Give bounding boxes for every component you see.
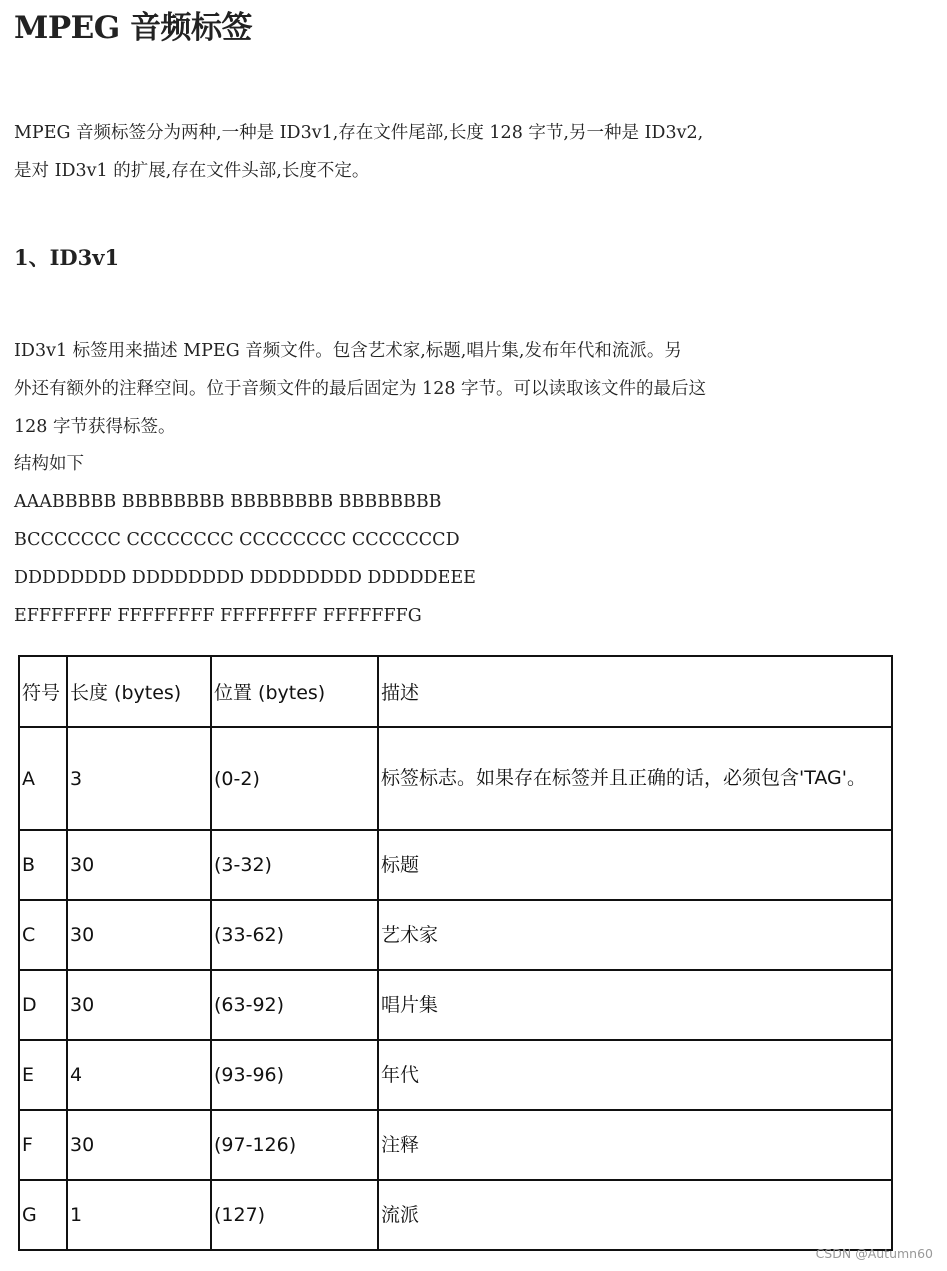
cell-symbol: C — [19, 900, 67, 970]
header-symbol: 符号 — [19, 656, 67, 727]
structure-line: EFFFFFFF FFFFFFFF FFFFFFFF FFFFFFFG — [14, 606, 422, 626]
cell-length: 30 — [67, 900, 211, 970]
cell-position: (3-32) — [211, 830, 378, 900]
cell-description: 艺术家 — [378, 900, 892, 970]
structure-line: DDDDDDDD DDDDDDDD DDDDDDDD DDDDDEEE — [14, 568, 476, 588]
cell-length: 30 — [67, 1110, 211, 1180]
cell-position: (0-2) — [211, 727, 378, 830]
id3v1-desc-line-2: 外还有额外的注释空间。位于音频文件的最后固定为 128 字节。可以读取该文件的最后这 — [14, 379, 707, 399]
cell-length: 4 — [67, 1040, 211, 1110]
table-row — [19, 900, 892, 970]
cell-description: 标签标志。如果存在标签并且正确的话，必须包含'TAG'。 — [378, 727, 892, 830]
structure-label: 结构如下 — [14, 454, 84, 474]
id3v1-desc-line-1: ID3v1 标签用来描述 MPEG 音频文件。包含艺术家,标题,唱片集,发布年代和流派。另 — [14, 341, 682, 361]
page-title: MPEG 音频标签 — [14, 10, 253, 46]
intro-line-1: MPEG 音频标签分为两种,一种是 ID3v1,存在文件尾部,长度 128 字节,另一种是 ID3v2, — [14, 123, 704, 143]
cell-description: 注释 — [378, 1110, 892, 1180]
intro-line-2: 是对 ID3v1 的扩展,存在文件头部,长度不定。 — [14, 161, 370, 181]
table-row — [19, 970, 892, 1040]
structure-line: AAABBBBB BBBBBBBB BBBBBBBB BBBBBBBB — [14, 492, 442, 512]
cell-length: 3 — [67, 727, 211, 830]
cell-symbol: B — [19, 830, 67, 900]
cell-description: 标题 — [378, 830, 892, 900]
cell-position: (33-62) — [211, 900, 378, 970]
section-heading-id3v1: 1、ID3v1 — [14, 245, 120, 270]
cell-description: 唱片集 — [378, 970, 892, 1040]
cell-symbol: F — [19, 1110, 67, 1180]
header-position: 位置 (bytes) — [211, 656, 378, 727]
id3v1-desc-line-3: 128 字节获得标签。 — [14, 417, 176, 437]
cell-position: (97-126) — [211, 1110, 378, 1180]
cell-position: (63-92) — [211, 970, 378, 1040]
table-row — [19, 1110, 892, 1180]
table-row — [19, 727, 892, 830]
cell-length: 30 — [67, 830, 211, 900]
header-description: 描述 — [378, 656, 892, 727]
table-row — [19, 1040, 892, 1110]
cell-position: (93-96) — [211, 1040, 378, 1110]
cell-symbol: D — [19, 970, 67, 1040]
table-header-row — [19, 656, 892, 727]
csdn-watermark: CSDN @Autumn60 — [815, 1246, 933, 1261]
table-row — [19, 1180, 892, 1250]
table-row — [19, 830, 892, 900]
cell-symbol: A — [19, 727, 67, 830]
cell-length: 30 — [67, 970, 211, 1040]
cell-symbol: E — [19, 1040, 67, 1110]
cell-length: 1 — [67, 1180, 211, 1250]
header-length: 长度 (bytes) — [67, 656, 211, 727]
cell-position: (127) — [211, 1180, 378, 1250]
cell-description: 流派 — [378, 1180, 892, 1250]
id3v1-structure-table — [18, 655, 893, 1251]
cell-symbol: G — [19, 1180, 67, 1250]
structure-line: BCCCCCCC CCCCCCCC CCCCCCCC CCCCCCCD — [14, 530, 460, 550]
cell-description: 年代 — [378, 1040, 892, 1110]
